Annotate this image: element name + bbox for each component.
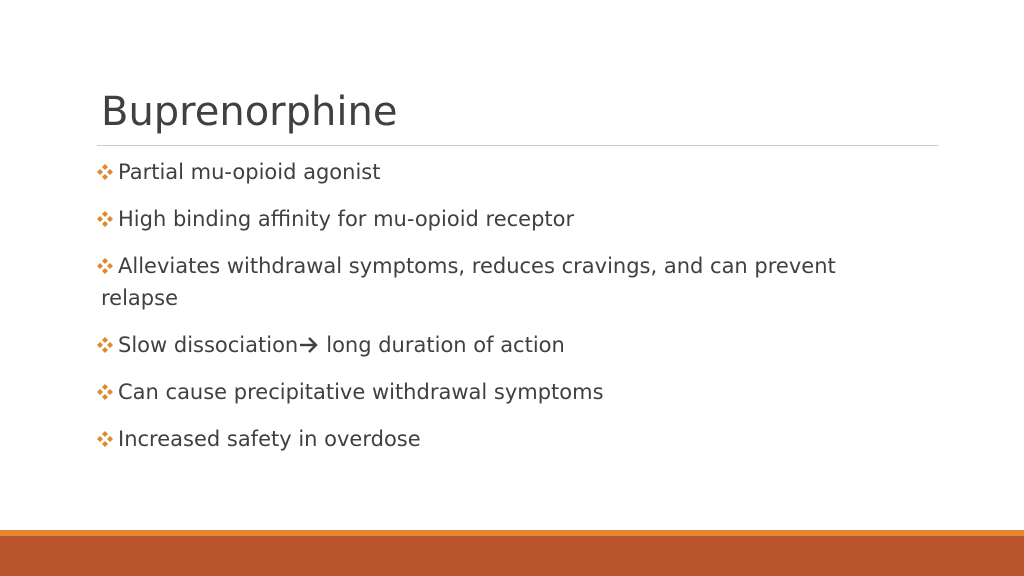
bullet-text: High binding affinity for mu-opioid receptor (118, 207, 575, 231)
diamond-bullet-icon (95, 164, 115, 180)
bullet-text: Can cause precipitative withdrawal symptoms (118, 380, 604, 404)
bullet-text: Alleviates withdrawal symptoms, reduces cravings, and can prevent (118, 254, 836, 278)
right-arrow-icon (298, 336, 320, 354)
diamond-bullet-icon (95, 337, 115, 353)
bullet-text-continuation: relapse (101, 286, 178, 310)
bullet-item (95, 423, 945, 455)
diamond-bullet-icon (95, 384, 115, 400)
diamond-bullet-icon (95, 258, 115, 274)
diamond-bullet-icon (95, 211, 115, 227)
bullet-text: Partial mu-opioid agonist (118, 160, 381, 184)
bullet-item (95, 329, 945, 361)
bullet-item (95, 156, 945, 188)
bullet-text: Slow dissociation (118, 333, 299, 357)
title-divider (97, 145, 938, 146)
diamond-bullet-icon (95, 431, 115, 447)
slide-title: Buprenorphine (101, 89, 398, 135)
footer-accent-stripe (0, 530, 1024, 536)
bullet-text: Increased safety in overdose (118, 427, 421, 451)
bullet-item (95, 203, 945, 235)
bullet-text-after-arrow: long duration of action (326, 333, 565, 357)
bullet-list (95, 156, 945, 470)
bullet-item (95, 376, 945, 408)
footer-band (0, 530, 1024, 576)
bullet-item (95, 250, 945, 314)
